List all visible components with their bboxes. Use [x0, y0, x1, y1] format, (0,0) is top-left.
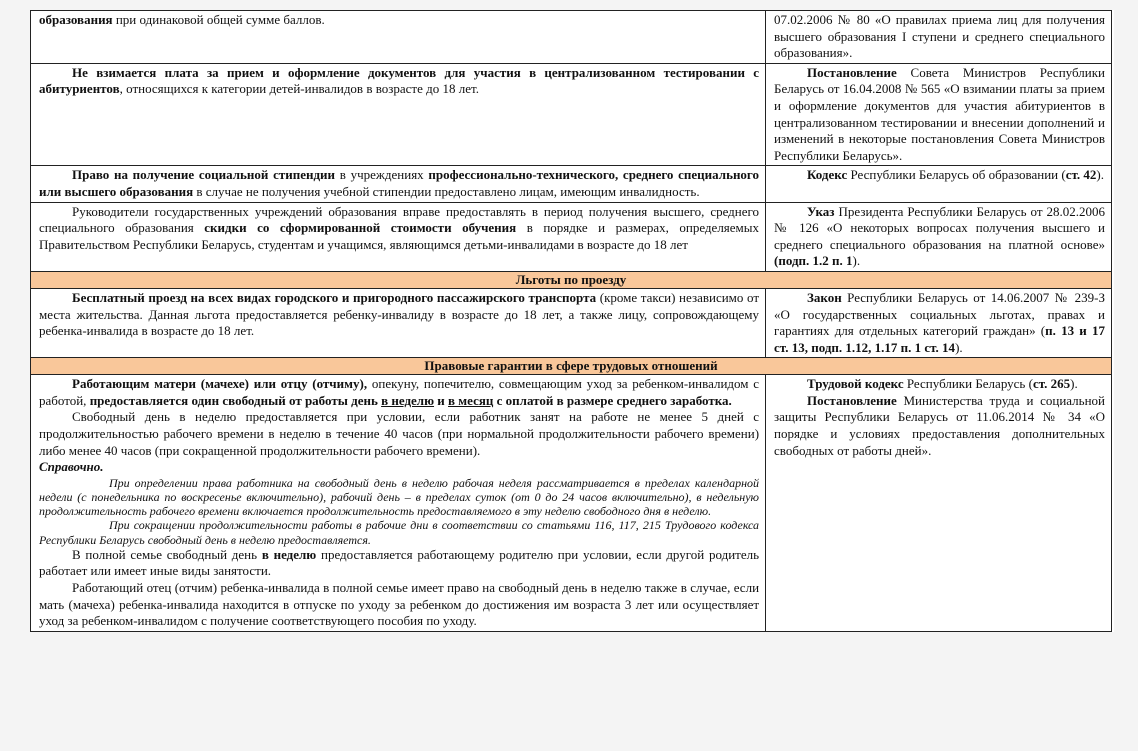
section-header-row [31, 271, 1112, 288]
text-run: предоставляется работающему родителю при условии, если другой родитель работает или имеет иные виды занятости. [39, 546, 760, 579]
text-run: ). [955, 339, 963, 355]
cell-text [774, 376, 1105, 393]
benefit-cell [31, 202, 766, 271]
cell-text [39, 376, 759, 409]
text-run: В полной семье свободный день [72, 546, 262, 562]
cell-text [39, 204, 759, 254]
table-row [31, 166, 1112, 202]
text-run: Постановление [807, 64, 897, 80]
cell-text [39, 12, 759, 29]
text-run: , относящихся к категории детей-инвалидов в возрасте до 18 лет. [119, 81, 479, 97]
text-run: предоставляется один свободный от работы день [89, 392, 382, 408]
benefits-table [30, 10, 1112, 632]
document-page [30, 10, 1114, 632]
cell-text [39, 547, 759, 580]
text-run: ). [1070, 376, 1078, 392]
text-run: и [434, 392, 449, 408]
cell-text [774, 12, 1105, 62]
text-run: Республики Беларусь ( [903, 376, 1033, 392]
text-run: Президента Республики Беларусь от 28.02.2006 № 126 «О некоторых вопросах получения высшего и среднего специального образования на платной основе» [774, 203, 1105, 252]
section-header-labor: Правовые гарантии в сфере трудовых отношений [31, 358, 1112, 375]
reference-note: При определении права работника на свободный день в неделю рабочая неделя рассматривается в пределах календарной недели (с понедельника по воскресенье включительно), рабочий день – в пределах суток (от 0 до 24 часов включительно), в недельную продолжительность рабочего времени включается продолжительность предоставляемого в эту неделю свободного дня в неделю. [39, 475, 760, 519]
text-run: (подп. 1.2 п. 1 [774, 253, 853, 269]
text-run: скидки со сформированной стоимости обучения [204, 220, 517, 236]
text-run: в неделю [261, 546, 317, 562]
section-header-travel: Льготы по проезду [31, 271, 1112, 288]
text-run: Республики Беларусь от 14.06.2007 № 239-З «О государственных социальных льготах, правах и гарантиях для отдельных категорий граждан» ( [774, 289, 1105, 339]
cell-text [39, 65, 759, 98]
text-run: профессионально-технического, среднего специального или высшего образования [39, 167, 760, 199]
text-run: опекуну, попечителю, совмещающим уход за ребенком-инвалидом с работой, [39, 376, 760, 408]
text-run: (кроме такси) независимо от места жительства. Данная льгота предоставляется ребенку-инвалиду в возрасте до 18 лет, а также лицу, сопровождающему ребенка-инвалида в возрасте до 18 лет. [39, 289, 760, 339]
text-run: Совета Министров Республики Беларусь от 16.04.2008 № 565 «О взимании платы за прием и оформление документов для участия абитуриентов в централизованном тестировании и внесении дополнений и изменений в некоторые постановления Совета Министров Республики Беларусь». [774, 64, 1105, 163]
text-run: Руководители государственных учреждений образования вправе предоставлять в период получения высшего, среднего специального образования [39, 203, 760, 236]
text-run: ). [852, 253, 861, 269]
text-run: Не взимается плата за прием и оформление документов для участия в централизованном тестировании с абитуриентов [39, 64, 760, 97]
legal-basis-cell [766, 166, 1112, 202]
cell-text: Свободный день в неделю предоставляется при условии, если работник занят на работе не менее 5 дней с продолжительностью рабочего времени в неделю в течение 40 часов (при нормальной продолжительности рабочего времени) либо менее 40 часов (при сокращенной продолжительности рабочего времени). [39, 409, 760, 458]
cell-text: Работающий отец (отчим) ребенка-инвалида в полной семье имеет право на свободный день в неделю также в случае, если мать (мачеха) ребенка-инвалида находится в отпуске по уходу за ребенком до достижения им возраста 3 лет или осуществляет уход за ребенком-инвалидом с получение соответствующего пособия по уходу. [39, 580, 760, 629]
text-run: в случае не получения учебной стипендии предоставлено лицам, имеющим инвалидность. [193, 183, 700, 199]
table-row [31, 63, 1112, 166]
text-run: Закон [807, 289, 842, 305]
text-run: Постановление [807, 392, 897, 408]
text-run: образования [39, 12, 113, 27]
legal-basis-cell [766, 202, 1112, 271]
text-run: ст. 265 [1032, 376, 1071, 392]
text-run: в учреждениях [335, 167, 429, 183]
text-run: Указ [807, 203, 835, 219]
text-run: Республики Беларусь об образовании ( [847, 167, 1066, 183]
reference-label: Справочно. [39, 459, 104, 475]
text-run: с оплатой в размере среднего заработка. [493, 392, 732, 408]
text-run: в неделю [381, 392, 435, 408]
benefit-cell [31, 63, 766, 166]
text-run: в порядке и размерах, определяемых Правительством Республики Беларусь, студентам и учащимся, являющимся детьми-инвалидами в возрасте до 18 лет [39, 220, 760, 252]
text-run: в месяц [448, 392, 494, 408]
text-run: Министерства труда и социальной защиты Республики Беларусь от 11.06.2014 № 34 «О порядке и условиях предоставления дополнительных свободных от работы дней». [774, 392, 1105, 458]
text-run: 07.02.2006 № 80 «О правилах приема лиц для получения высшего образования I ступени и среднего специального образования». [774, 12, 1105, 61]
text-run: Трудовой кодекс [807, 376, 904, 392]
cell-text [774, 204, 1105, 270]
legal-basis-cell [766, 11, 1112, 64]
text-run: ). [1096, 167, 1104, 183]
benefit-cell [31, 166, 766, 202]
text-run: Бесплатный проезд на всех видах городского и пригородного пассажирского транспорта [72, 289, 597, 305]
cell-text [774, 65, 1105, 165]
reference-note: При сокращении продолжительности работы в рабочие дни в соответствии со статьями 116, 117, 215 Трудового кодекса Республики Беларусь свободный день в неделю предоставляется. [39, 518, 760, 547]
benefit-cell [31, 11, 766, 64]
text-run: ст. 42 [1065, 167, 1097, 183]
benefit-cell [31, 288, 766, 357]
table-row [31, 202, 1112, 271]
table-row [31, 375, 1112, 632]
section-header-row [31, 358, 1112, 375]
cell-text [774, 290, 1105, 356]
legal-basis-cell [766, 375, 1112, 632]
cell-text [774, 167, 1105, 184]
text-run: при одинаковой общей сумме баллов. [112, 12, 325, 27]
benefit-cell [31, 375, 766, 632]
legal-basis-cell [766, 63, 1112, 166]
cell-text [774, 393, 1105, 459]
table-row [31, 11, 1112, 64]
text-run: Право на получение социальной стипендии [72, 167, 336, 183]
legal-basis-cell [766, 288, 1112, 357]
text-run: п. 13 и 17 ст. 13, подп. 1.12, 1.17 п. 1 ст. 14 [774, 323, 1105, 355]
text-run: Работающим матери (мачехе) или отцу (отчиму), [72, 376, 368, 392]
text-run: Кодекс [807, 167, 848, 183]
cell-text [39, 290, 759, 340]
table-row [31, 288, 1112, 357]
cell-text [39, 167, 759, 200]
